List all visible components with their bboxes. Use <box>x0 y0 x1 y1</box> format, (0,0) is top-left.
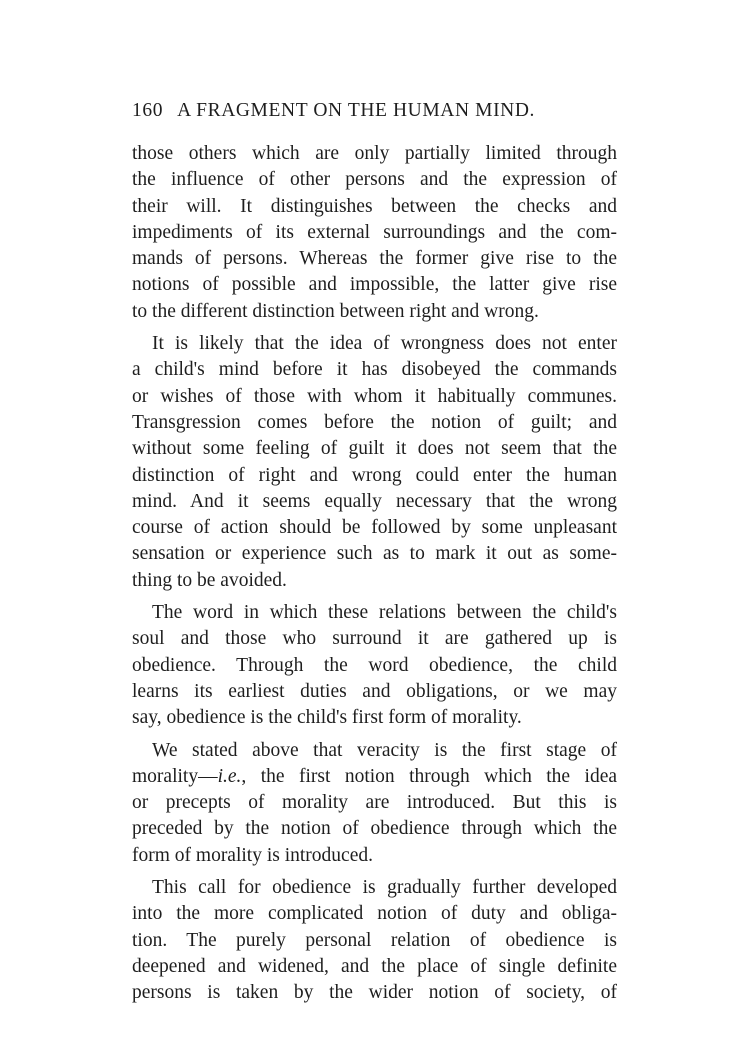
text-line: persons is taken by the wider notion of society, of <box>132 982 617 1004</box>
text-line: We stated above that veracity is the first stage of <box>152 739 617 761</box>
text-line: This call for obedience is gradually further developed <box>152 877 617 899</box>
text-line: It is likely that the idea of wrongness does not enter <box>152 333 617 355</box>
text-line: notions of possible and impossible, the latter give rise <box>132 274 617 296</box>
paragraph <box>132 141 617 325</box>
text-line: deepened and widened, and the place of single definite <box>132 955 617 977</box>
text-line: tion. The purely personal relation of obedience is <box>132 929 617 951</box>
text-line: impediments of its external surroundings and the com- <box>132 221 617 243</box>
body-text <box>132 141 617 1007</box>
text-fragment: morality— <box>132 765 218 787</box>
text-line: obedience. Through the word obedience, the child <box>132 654 617 676</box>
text-line: Transgression comes before the notion of guilt; and <box>132 411 617 433</box>
paragraph <box>132 600 617 731</box>
page-number: 160 <box>132 100 164 121</box>
text-line: a child's mind before it has disobeyed the commands <box>132 359 617 381</box>
text-line: say, obedience is the child's first form of morality. <box>132 707 522 729</box>
text-line: their will. It distinguishes between the checks and <box>132 195 617 217</box>
paragraph <box>132 875 617 1006</box>
paragraph <box>132 331 617 594</box>
text-line: or wishes of those with whom it habitually communes. <box>132 385 617 407</box>
running-title: A FRAGMENT ON THE HUMAN MIND. <box>177 100 536 121</box>
text-fragment: , the first notion through which the idea <box>241 765 617 787</box>
text-line: mind. And it seems equally necessary that the wrong <box>132 490 617 512</box>
text-line: thing to be avoided. <box>132 569 287 591</box>
running-header <box>132 100 572 122</box>
text-line: to the different distinction between right and wrong. <box>132 300 539 322</box>
text-line: distinction of right and wrong could enter the human <box>132 464 617 486</box>
text-line: the influence of other persons and the expression of <box>132 169 617 191</box>
text-line: into the more complicated notion of duty and obliga- <box>132 903 617 925</box>
text-line: The word in which these relations between the child's <box>152 602 617 624</box>
text-line <box>132 764 617 790</box>
text-line: sensation or experience such as to mark it out as some- <box>132 543 617 565</box>
text-line: preceded by the notion of obedience through which the <box>132 818 617 840</box>
text-line: or precepts of morality are introduced. But this is <box>132 792 617 814</box>
text-line: mands of persons. Whereas the former give rise to the <box>132 248 617 270</box>
paragraph <box>132 738 617 869</box>
text-line: course of action should be followed by some unpleasant <box>132 517 617 539</box>
text-line: form of morality is introduced. <box>132 844 373 866</box>
text-line: without some feeling of guilt it does not seem that the <box>132 438 617 460</box>
text-line: learns its earliest duties and obligations, or we may <box>132 680 617 702</box>
text-line: those others which are only partially limited through <box>132 143 617 164</box>
italic-abbreviation: i.e. <box>217 765 242 787</box>
text-line: soul and those who surround it are gathered up is <box>132 628 617 650</box>
